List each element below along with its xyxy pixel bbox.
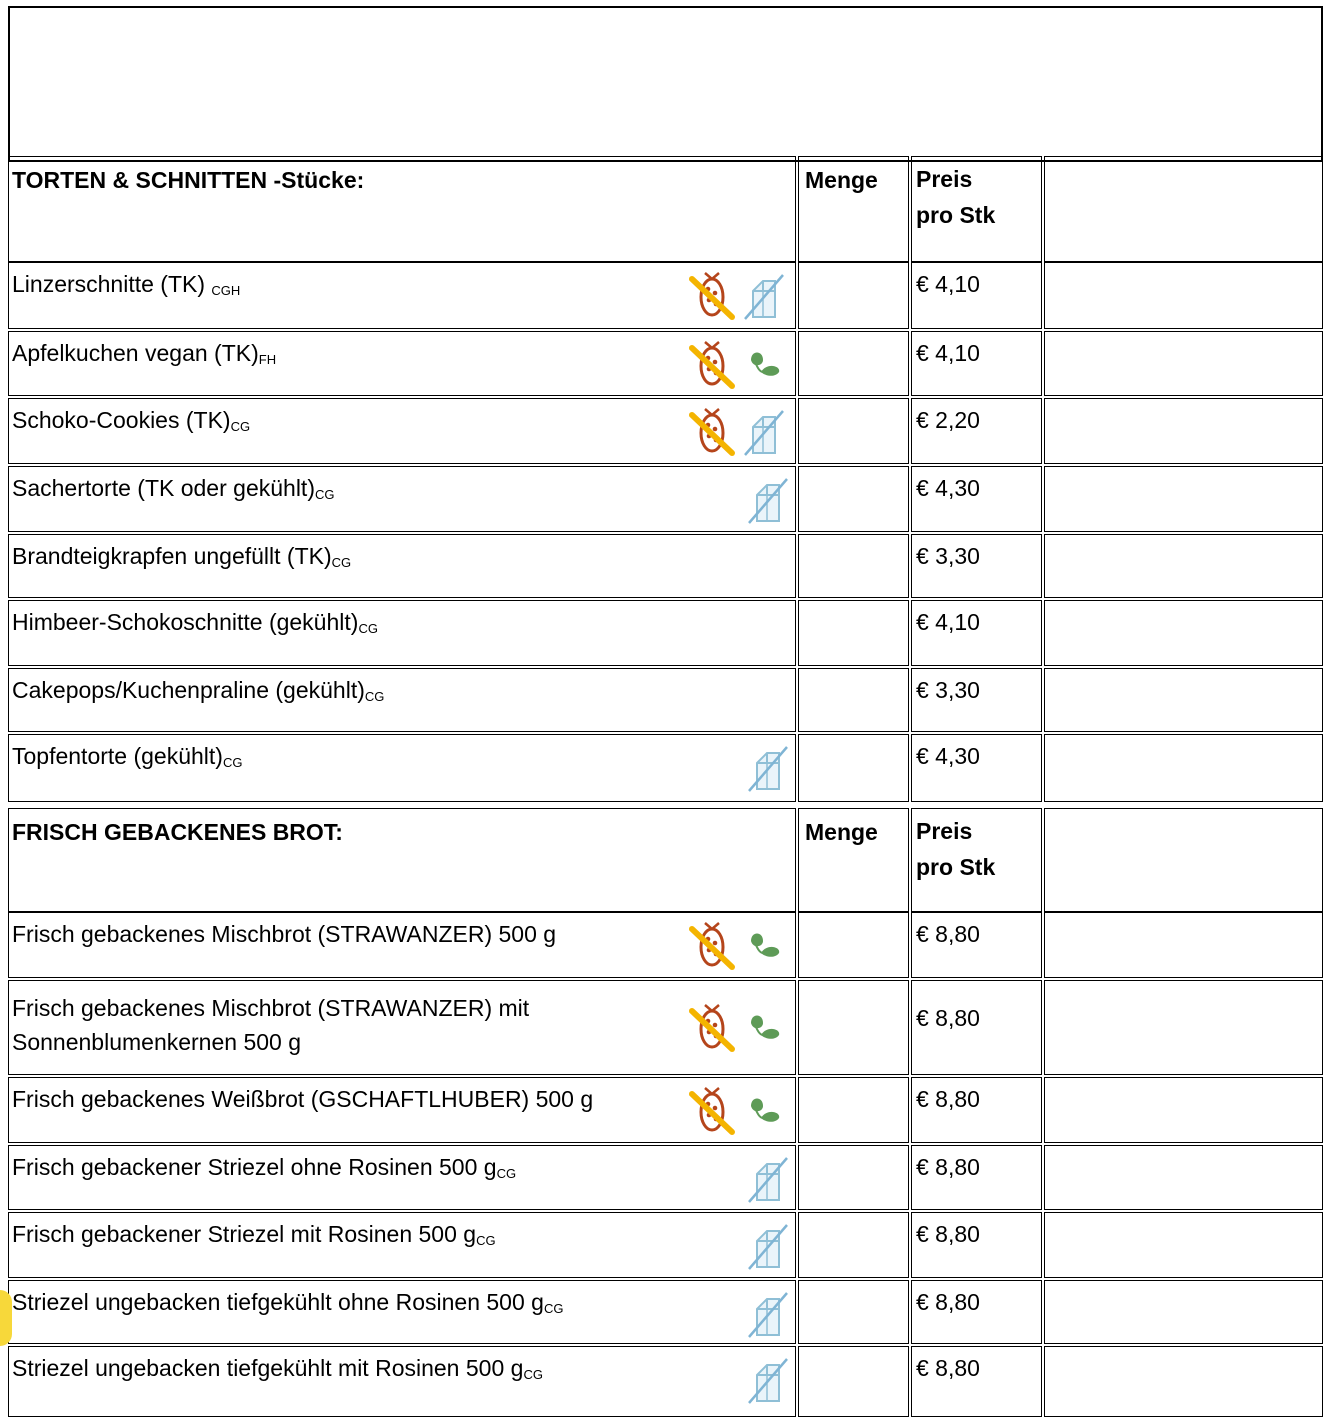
- item-name-cell: [8, 398, 796, 464]
- allergen-codes: FH: [258, 352, 277, 367]
- table-row: [0, 600, 1328, 666]
- price-cell: [911, 668, 1042, 732]
- quantity-cell[interactable]: [798, 1280, 909, 1344]
- extra-cell[interactable]: [1044, 1145, 1323, 1210]
- no-soy-icon: [689, 271, 735, 323]
- item-name-cell: [8, 1280, 796, 1344]
- item-name: Brandteigkrapfen ungefüllt (TK): [12, 543, 332, 569]
- extra-cell[interactable]: [1044, 1346, 1323, 1417]
- item-price: € 8,80: [916, 921, 980, 947]
- item-name-cell: [8, 734, 796, 802]
- table-row: [0, 912, 1328, 978]
- item-name-cell: [8, 534, 796, 598]
- section-header-torten: [0, 156, 1328, 262]
- item-label: [12, 1285, 563, 1326]
- item-name: Frisch gebackener Striezel ohne Rosinen 500 g: [12, 1154, 497, 1180]
- extra-cell[interactable]: [1044, 1077, 1323, 1143]
- qty-header: Menge: [805, 167, 878, 193]
- item-name: Frisch gebackenes Mischbrot (STRAWANZER) 500 g: [12, 921, 557, 947]
- diet-icons: [745, 1287, 791, 1343]
- item-name: Frisch gebackenes Weißbrot (GSCHAFTLHUBER) 500 g: [12, 1086, 594, 1112]
- diet-icons: [689, 1084, 787, 1140]
- highlight-marker: [0, 1290, 12, 1346]
- item-name-cell: [8, 262, 796, 329]
- item-label: [12, 539, 351, 580]
- extra-cell[interactable]: [1044, 398, 1323, 464]
- item-price: € 8,80: [916, 1221, 980, 1247]
- item-price: € 3,30: [916, 677, 980, 703]
- no-milk-icon: [741, 271, 787, 323]
- header-qty-cell: [798, 156, 909, 262]
- table-row: [0, 980, 1328, 1075]
- item-name: Sachertorte (TK oder gekühlt): [12, 475, 315, 501]
- item-price: € 4,30: [916, 475, 980, 501]
- extra-cell[interactable]: [1044, 668, 1323, 732]
- item-name-cell: [8, 1077, 796, 1143]
- vegan-leaf-icon: [741, 1086, 787, 1138]
- table-row: [0, 398, 1328, 464]
- table-row: [0, 262, 1328, 329]
- allergen-codes: CGH: [211, 283, 241, 298]
- item-label: [12, 605, 378, 646]
- price-cell: [911, 1346, 1042, 1417]
- item-name: Linzerschnitte (TK): [12, 271, 212, 297]
- quantity-cell[interactable]: [798, 398, 909, 464]
- item-name-line2: Sonnenblumenkernen 500 g: [12, 1029, 302, 1055]
- item-price: € 2,20: [916, 407, 980, 433]
- item-name: Frisch gebackener Striezel mit Rosinen 500 g: [12, 1221, 477, 1247]
- price-cell: [911, 331, 1042, 396]
- price-cell: [911, 912, 1042, 978]
- allergen-codes: CG: [331, 555, 352, 570]
- allergen-codes: CG: [523, 1367, 543, 1382]
- extra-cell[interactable]: [1044, 1212, 1323, 1278]
- table-row: [0, 534, 1328, 598]
- no-milk-icon: [745, 1355, 791, 1407]
- item-name-cell: [8, 331, 796, 396]
- table-row: [0, 1280, 1328, 1344]
- header-qty-cell: [798, 808, 909, 912]
- diet-icons: [689, 269, 787, 325]
- diet-icons: [745, 741, 791, 797]
- item-name-cell: [8, 600, 796, 666]
- vegan-leaf-icon: [741, 1003, 787, 1055]
- header-extra-cell: [1044, 808, 1323, 912]
- item-price: € 3,30: [916, 543, 980, 569]
- extra-cell[interactable]: [1044, 262, 1323, 329]
- diet-icons: [689, 405, 787, 461]
- price-cell: [911, 1145, 1042, 1210]
- diet-icons: [745, 1219, 791, 1275]
- item-price: € 8,80: [916, 1154, 980, 1180]
- quantity-cell[interactable]: [798, 1212, 909, 1278]
- item-name-cell: [8, 980, 796, 1075]
- extra-cell[interactable]: [1044, 912, 1323, 978]
- diet-icons: [745, 473, 791, 529]
- allergen-codes: CG: [364, 689, 385, 704]
- item-name-cell: [8, 668, 796, 732]
- price-header: [916, 813, 995, 885]
- qty-header: Menge: [805, 819, 878, 845]
- diet-icons: [745, 1152, 791, 1208]
- item-name: Topfentorte (gekühlt): [12, 743, 223, 769]
- diet-icons: [745, 1353, 791, 1409]
- item-price: € 8,80: [916, 1005, 980, 1031]
- table-row: [0, 1077, 1328, 1143]
- table-row: [0, 466, 1328, 532]
- table-row: [0, 1212, 1328, 1278]
- diet-icons: [689, 919, 787, 975]
- extra-cell[interactable]: [1044, 534, 1323, 598]
- table-row: [0, 734, 1328, 802]
- allergen-codes: CG: [358, 621, 378, 636]
- item-label: [12, 336, 276, 377]
- item-label: [12, 1150, 516, 1191]
- header-name-cell: [8, 808, 796, 912]
- allergen-codes: CG: [496, 1166, 517, 1181]
- quantity-cell[interactable]: [798, 912, 909, 978]
- item-name-cell: [8, 1346, 796, 1417]
- extra-cell[interactable]: [1044, 466, 1323, 532]
- no-milk-icon: [745, 1221, 791, 1273]
- diet-icons: [689, 1001, 787, 1057]
- item-name-cell: [8, 912, 796, 978]
- quantity-cell[interactable]: [798, 600, 909, 666]
- no-milk-icon: [741, 407, 787, 459]
- no-soy-icon: [689, 1003, 735, 1055]
- quantity-cell[interactable]: [798, 1346, 909, 1417]
- item-name: Striezel ungebacken tiefgekühlt mit Rosinen 500 g: [12, 1355, 524, 1381]
- item-label: [12, 1217, 496, 1258]
- extra-cell[interactable]: [1044, 1280, 1323, 1344]
- item-price: € 8,80: [916, 1086, 980, 1112]
- vegan-leaf-icon: [741, 340, 787, 392]
- item-name: Schoko-Cookies (TK): [12, 407, 231, 433]
- price-cell: [911, 980, 1042, 1075]
- table-row: [0, 668, 1328, 732]
- quantity-cell[interactable]: [798, 980, 909, 1075]
- item-name: Apfelkuchen vegan (TK): [12, 340, 259, 366]
- item-label: [12, 471, 334, 512]
- price-cell: [911, 1280, 1042, 1344]
- item-label: [12, 1351, 543, 1392]
- price-cell: [911, 600, 1042, 666]
- quantity-cell[interactable]: [798, 262, 909, 329]
- price-cell: [911, 1077, 1042, 1143]
- extra-cell[interactable]: [1044, 331, 1323, 396]
- price-header-line1: Preis: [916, 166, 973, 192]
- header-name-cell: [8, 156, 796, 262]
- item-label: [12, 403, 250, 444]
- no-milk-icon: [745, 1289, 791, 1341]
- header-extra-cell: [1044, 156, 1323, 262]
- allergen-codes: CG: [543, 1301, 564, 1316]
- price-cell: [911, 398, 1042, 464]
- table-row: [0, 1145, 1328, 1210]
- item-label: [12, 991, 529, 1059]
- item-price: € 4,10: [916, 340, 980, 366]
- table-row: [0, 331, 1328, 396]
- section-title: TORTEN & SCHNITTEN -Stücke:: [12, 167, 365, 193]
- no-milk-icon: [745, 1154, 791, 1206]
- item-label: [12, 673, 384, 714]
- quantity-cell[interactable]: [798, 466, 909, 532]
- item-price: € 4,10: [916, 271, 980, 297]
- section-title: FRISCH GEBACKENES BROT:: [12, 819, 343, 845]
- price-header-line1: Preis: [916, 818, 973, 844]
- extra-cell[interactable]: [1044, 980, 1323, 1075]
- price-cell: [911, 534, 1042, 598]
- item-label: [12, 1082, 593, 1116]
- price-cell: [911, 734, 1042, 802]
- item-name: Frisch gebackenes Mischbrot (STRAWANZER) mit: [12, 995, 530, 1021]
- diet-icons: [689, 338, 787, 394]
- price-cell: [911, 466, 1042, 532]
- quantity-cell[interactable]: [798, 1077, 909, 1143]
- item-label: [12, 267, 240, 308]
- table-row: [0, 1346, 1328, 1417]
- item-price: € 4,30: [916, 743, 980, 769]
- no-milk-icon: [745, 743, 791, 795]
- quantity-cell[interactable]: [798, 1145, 909, 1210]
- empty-header-box: [8, 6, 1323, 162]
- extra-cell[interactable]: [1044, 734, 1323, 802]
- no-soy-icon: [689, 921, 735, 973]
- no-soy-icon: [689, 340, 735, 392]
- item-label: [12, 739, 242, 780]
- section-header-brot: [0, 808, 1328, 912]
- allergen-codes: CG: [222, 755, 243, 770]
- quantity-cell[interactable]: [798, 534, 909, 598]
- no-soy-icon: [689, 407, 735, 459]
- header-price-cell: [911, 156, 1042, 262]
- item-name-cell: [8, 1145, 796, 1210]
- allergen-codes: CG: [476, 1233, 496, 1248]
- quantity-cell[interactable]: [798, 668, 909, 732]
- header-price-cell: [911, 808, 1042, 912]
- item-name-cell: [8, 466, 796, 532]
- item-name: Striezel ungebacken tiefgekühlt ohne Rosinen 500 g: [12, 1289, 544, 1315]
- no-milk-icon: [745, 475, 791, 527]
- item-name-cell: [8, 1212, 796, 1278]
- item-price: € 8,80: [916, 1289, 980, 1315]
- no-soy-icon: [689, 1086, 735, 1138]
- item-name: Himbeer-Schokoschnitte (gekühlt): [12, 609, 359, 635]
- price-cell: [911, 262, 1042, 329]
- extra-cell[interactable]: [1044, 600, 1323, 666]
- item-name: Cakepops/Kuchenpraline (gekühlt): [12, 677, 365, 703]
- price-header: [916, 161, 995, 233]
- price-cell: [911, 1212, 1042, 1278]
- price-header-line2: pro Stk: [916, 854, 996, 880]
- allergen-codes: CG: [314, 487, 335, 502]
- item-price: € 8,80: [916, 1355, 980, 1381]
- item-label: [12, 917, 556, 951]
- price-header-line2: pro Stk: [916, 202, 996, 228]
- vegan-leaf-icon: [741, 921, 787, 973]
- item-price: € 4,10: [916, 609, 980, 635]
- quantity-cell[interactable]: [798, 331, 909, 396]
- quantity-cell[interactable]: [798, 734, 909, 802]
- allergen-codes: CG: [230, 419, 251, 434]
